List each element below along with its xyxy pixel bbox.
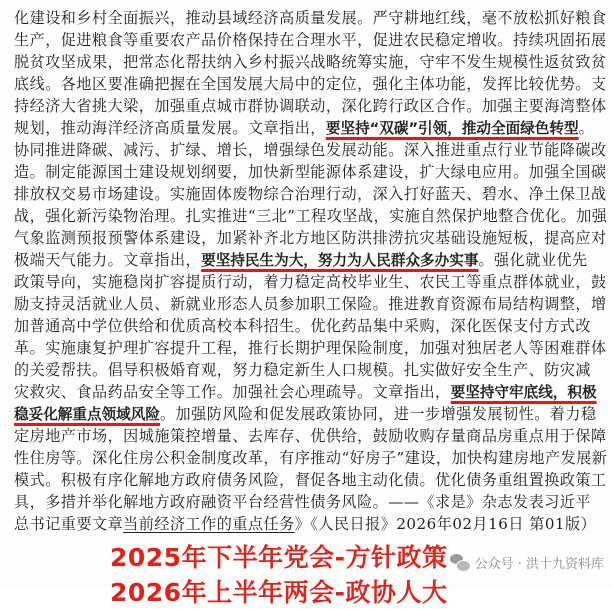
text-segment: 政策导向，实施稳岗扩容提质行动，着力稳定高校毕业生、农民工等重点群体就业，鼓 (14, 273, 607, 291)
text-line (14, 96, 607, 116)
text-segment: 。 (578, 119, 595, 137)
text-line (14, 448, 608, 468)
text-segment: 排放权交易市场建设。实施固体废物综合治理行动，深入打好蓝天、碧水、净土保卫战 (14, 185, 607, 203)
text-segment: 灾救灾、食品药品安全等工作。加强社会心理疏导。文章指出， (14, 383, 451, 401)
highlighted-key-point: 要坚持民生为大，努力为人民群众多办实事 (201, 252, 479, 269)
text-line (14, 470, 607, 490)
highlighted-key-point: 要坚持守牢底线，积极 (450, 384, 597, 401)
text-line (14, 74, 607, 94)
text-line (14, 338, 607, 358)
text-line (14, 30, 607, 50)
text-line (14, 52, 607, 72)
text-segment: 脱贫攻坚成果，把常态化帮扶纳入乡村振兴战略统筹实施，守牢不发生规模性返贫致贫 (14, 53, 607, 71)
source-article-title: 当前经济工作的重点任务 (123, 515, 295, 533)
text-segment: 。强化就业优先 (478, 251, 588, 269)
text-segment: 极端天气能力。文章指出， (14, 251, 202, 269)
text-line (14, 140, 607, 160)
text-line (14, 492, 600, 512)
text-segment: 具，多措并举化解地方政府融资平台经营性债务风险。——《求是》杂志发表习近平 (14, 493, 591, 511)
text-segment: 造。制定能源国土建设规划纲要，加快新型能源体系建设，扩大绿电应用。加强全国碳 (14, 163, 607, 181)
text-line (14, 360, 600, 380)
text-line (14, 250, 600, 270)
text-line (14, 514, 600, 534)
highlighted-key-point: 稳妥化解重点领域风险 (14, 406, 160, 423)
watermark (448, 552, 606, 573)
text-segment: 性住房等。深化住房公积金制度改革，有序推动“好房子”建设，加快构建房地产发展新 (14, 449, 608, 467)
text-line (14, 272, 607, 292)
text-segment: 。加强防风险和促发展政策协同，进一步增强发展韧性。着力稳 (159, 405, 597, 423)
text-line (14, 184, 607, 204)
text-line (14, 404, 600, 424)
text-segment: 总书记重要文章 (14, 515, 124, 533)
text-segment: 》《人民日报》2026年02月16日 第01版） (294, 515, 597, 533)
text-line (14, 118, 600, 138)
watermark-text: 公众号 · 洪十九资料库 (474, 557, 604, 572)
text-segment: 加普通高中学位供给和优质高校本科招生。优化药品集中采购，深化医保支付方式改 (14, 317, 591, 335)
text-segment: 气象监测预报预警体系建设，加紧补齐北方地区防洪排涝抗灾基础设施短板，提高应对 (14, 229, 607, 247)
text-line (14, 162, 607, 182)
text-segment: 的关爱帮扶。倡导积极婚育观，努力稳定新生人口规模。扎实做好安全生产、防灾减 (14, 361, 591, 379)
text-line (14, 206, 608, 226)
text-line (14, 426, 607, 446)
text-segment: 底线。各地区要准确把握在全国发展大局中的定位，强化主体功能，发挥比较优势。支 (14, 75, 607, 93)
text-segment: 革。实施康复护理扩容提升工程，推行长期护理保险制度，加强对独居老人等困难群体 (14, 339, 607, 357)
text-segment: 战，强化新污染物治理。扎实推进“三北”工程攻坚战，实施自然保护地整合优化。加强 (14, 207, 608, 225)
text-line (14, 8, 607, 28)
text-segment: 协同推进降碳、减污、扩绿、增长，增强绿色发展动能。深入推进重点行业节能降碳改 (14, 141, 607, 159)
text-segment: 持经济大省挑大梁，加强重点城市群协调联动，深化跨行政区合作。加强主要海湾整体 (14, 97, 607, 115)
overlay-caption-line-1: 2025年下半年党会-方针政策 (110, 543, 448, 572)
text-line (14, 294, 607, 314)
text-segment: 化建设和乡村全面振兴，推动县域经济高质量发展。严守耕地红线，毫不放松抓好粮食 (14, 9, 607, 27)
text-segment: 规划，推动海洋经济高质量发展。文章指出， (14, 119, 326, 137)
highlighted-key-point: 要坚持“双碳”引领，推动全面绿色转型 (325, 120, 579, 137)
wechat-icon (450, 554, 470, 572)
overlay-caption-line-2: 2026年上半年两会-政协人大 (110, 578, 448, 607)
text-segment: 定房地产市场，因城施策控增量、去库存、优供给，鼓励收购存量商品房重点用于保障 (14, 427, 607, 445)
text-line (14, 228, 607, 248)
text-segment: 生产，促进粮食等重要农产品价格保持在合理水平，促进农民稳定增收。持续巩固拓展 (14, 31, 607, 49)
text-segment: 模式。积极有序化解地方政府债务风险，督促各地主动化债。优化债务重组置换政策工 (14, 471, 607, 489)
text-line (14, 316, 600, 336)
text-line (14, 382, 600, 402)
text-segment: 励支持灵活就业人员、新就业形态人员参加职工保险。推进教育资源布局结构调整，增 (14, 295, 607, 313)
